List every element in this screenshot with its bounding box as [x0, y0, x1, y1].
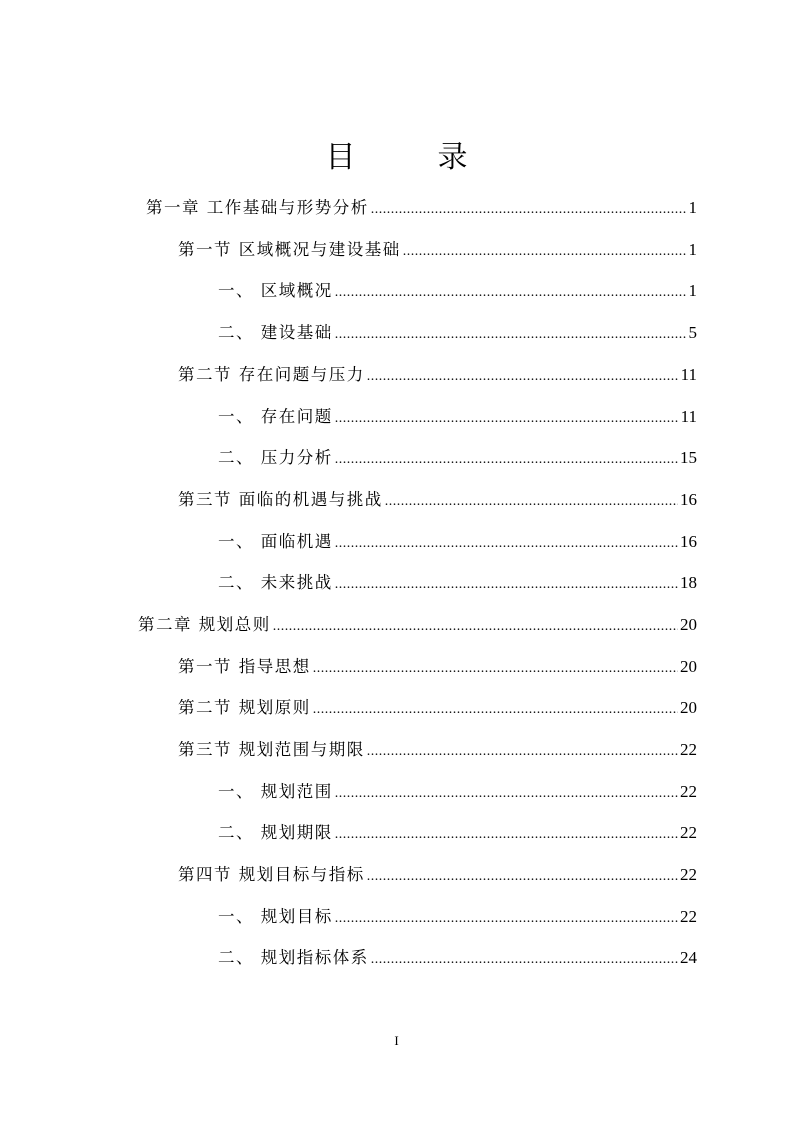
dot-leader	[367, 369, 679, 385]
toc-entry-page: 22	[680, 782, 697, 801]
toc-entry-page: 24	[680, 948, 697, 967]
toc-entry-subsection[interactable]	[218, 944, 697, 970]
toc-entry-page: 1	[688, 240, 697, 259]
toc-entry-page: 20	[680, 657, 697, 676]
toc-entry-subsection[interactable]	[218, 903, 697, 929]
toc-entry-label: 二、 未来挑战	[218, 573, 333, 592]
toc-entry-chapter-1[interactable]	[146, 194, 697, 220]
dot-leader	[335, 911, 678, 927]
toc-entry-section-2-4[interactable]	[178, 861, 697, 887]
toc-entry-section-1-2[interactable]	[178, 361, 697, 387]
toc-entry-page: 16	[680, 532, 697, 551]
toc-entry-page: 11	[680, 407, 697, 426]
toc-entry-page: 22	[680, 740, 697, 759]
dot-leader	[335, 536, 678, 552]
toc-entry-page: 1	[688, 281, 697, 300]
dot-leader	[335, 827, 678, 843]
toc-entry-section-2-1[interactable]	[178, 653, 697, 679]
dot-leader	[371, 202, 687, 218]
toc-entry-subsection[interactable]	[218, 277, 697, 303]
toc-entry-label: 一、 面临机遇	[218, 532, 333, 551]
dot-leader	[403, 244, 687, 260]
dot-leader	[335, 327, 687, 343]
toc-entry-label: 第二章 规划总则	[138, 615, 271, 634]
toc-entry-page: 18	[680, 573, 697, 592]
toc-entry-label: 一、 规划范围	[218, 782, 333, 801]
toc-entry-label: 一、 区域概况	[218, 281, 333, 300]
toc-entry-subsection[interactable]	[218, 403, 697, 429]
toc-entry-section-2-2[interactable]	[178, 694, 697, 720]
toc-entry-page: 11	[680, 365, 697, 384]
toc-entry-section-1-3[interactable]	[178, 486, 697, 512]
toc-entry-page: 22	[680, 865, 697, 884]
toc-entry-section-1-1[interactable]	[178, 236, 697, 262]
toc-entry-label: 第一节 区域概况与建设基础	[178, 240, 401, 259]
toc-entry-label: 第四节 规划目标与指标	[178, 865, 365, 884]
toc-entry-label: 一、 存在问题	[218, 407, 333, 426]
toc-entry-subsection[interactable]	[218, 778, 697, 804]
toc-entry-subsection[interactable]	[218, 819, 697, 845]
dot-leader	[385, 494, 678, 510]
toc-entry-page: 22	[680, 823, 697, 842]
toc-entry-label: 第三节 规划范围与期限	[178, 740, 365, 759]
toc-entry-label: 第三节 面临的机遇与挑战	[178, 490, 383, 509]
toc-entry-label: 第二节 存在问题与压力	[178, 365, 365, 384]
dot-leader	[273, 619, 678, 635]
toc-entry-subsection[interactable]	[218, 319, 697, 345]
toc-entry-page: 1	[688, 198, 697, 217]
toc-entry-page: 15	[680, 448, 697, 467]
dot-leader	[335, 786, 678, 802]
toc-entry-label: 第一节 指导思想	[178, 657, 311, 676]
page-title: 目 录	[325, 140, 494, 175]
toc-entry-subsection[interactable]	[218, 528, 697, 554]
dot-leader	[367, 869, 678, 885]
toc-entry-label: 第二节 规划原则	[178, 698, 311, 717]
toc-entry-page: 20	[680, 615, 697, 634]
dot-leader	[371, 952, 678, 968]
toc-entry-page: 5	[688, 323, 697, 342]
toc-entry-page: 16	[680, 490, 697, 509]
dot-leader	[335, 411, 679, 427]
toc-entry-label: 二、 规划期限	[218, 823, 333, 842]
toc-entry-label: 第一章 工作基础与形势分析	[146, 198, 369, 217]
toc-entry-subsection[interactable]	[218, 569, 697, 595]
page-number: I	[394, 1033, 399, 1048]
toc-entry-label: 二、 压力分析	[218, 448, 333, 467]
dot-leader	[367, 744, 678, 760]
toc-entry-chapter-2[interactable]	[138, 611, 697, 637]
toc-entry-page: 22	[680, 907, 697, 926]
dot-leader	[313, 661, 678, 677]
toc-entry-label: 一、 规划目标	[218, 907, 333, 926]
dot-leader	[335, 577, 678, 593]
toc-entry-label: 二、 规划指标体系	[218, 948, 369, 967]
toc-entry-subsection[interactable]	[218, 444, 697, 470]
dot-leader	[335, 285, 687, 301]
dot-leader	[313, 702, 678, 718]
toc-entry-page: 20	[680, 698, 697, 717]
toc-entry-label: 二、 建设基础	[218, 323, 333, 342]
toc-entry-section-2-3[interactable]	[178, 736, 697, 762]
dot-leader	[335, 452, 678, 468]
